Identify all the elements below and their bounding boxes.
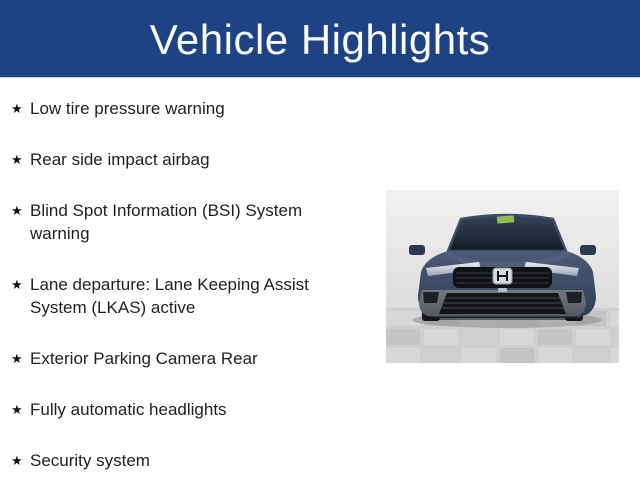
honda-emblem-icon — [493, 268, 512, 284]
highlight-item — [10, 148, 362, 171]
star-bullet-icon: ★ — [11, 152, 23, 167]
star-bullet-icon: ★ — [11, 402, 23, 417]
vehicle-photo — [386, 190, 619, 363]
highlight-text: Blind Spot Information (BSI) System warning — [30, 201, 303, 243]
bumper-inlet-right — [566, 292, 582, 303]
header-banner — [0, 0, 640, 78]
highlight-text: Security system — [30, 451, 150, 470]
star-bullet-icon: ★ — [11, 453, 23, 468]
page-title: Vehicle Highlights — [149, 15, 491, 63]
highlight-item — [10, 273, 362, 319]
windshield-sticker — [497, 215, 514, 223]
mirror-left — [409, 245, 425, 255]
mirror-right — [580, 245, 596, 255]
highlight-list — [10, 97, 362, 480]
highlight-item — [10, 449, 362, 472]
highlight-text: Rear side impact airbag — [30, 150, 210, 169]
highlight-text: Exterior Parking Camera Rear — [30, 349, 258, 368]
star-bullet-icon: ★ — [11, 277, 23, 292]
highlight-item — [10, 199, 362, 245]
highlight-text: Low tire pressure warning — [30, 99, 225, 118]
bumper-inlet-left — [423, 292, 439, 303]
highlight-item — [10, 398, 362, 421]
under-car-shadow — [428, 316, 577, 320]
front-sensor — [498, 288, 507, 292]
highlight-item — [10, 347, 362, 370]
highlight-item — [10, 97, 362, 120]
highlight-text: Fully automatic headlights — [30, 400, 227, 419]
star-bullet-icon: ★ — [11, 203, 23, 218]
star-bullet-icon: ★ — [11, 101, 23, 116]
highlight-text: Lane departure: Lane Keeping Assist System (LKAS) active — [30, 275, 309, 317]
star-bullet-icon: ★ — [11, 351, 23, 366]
